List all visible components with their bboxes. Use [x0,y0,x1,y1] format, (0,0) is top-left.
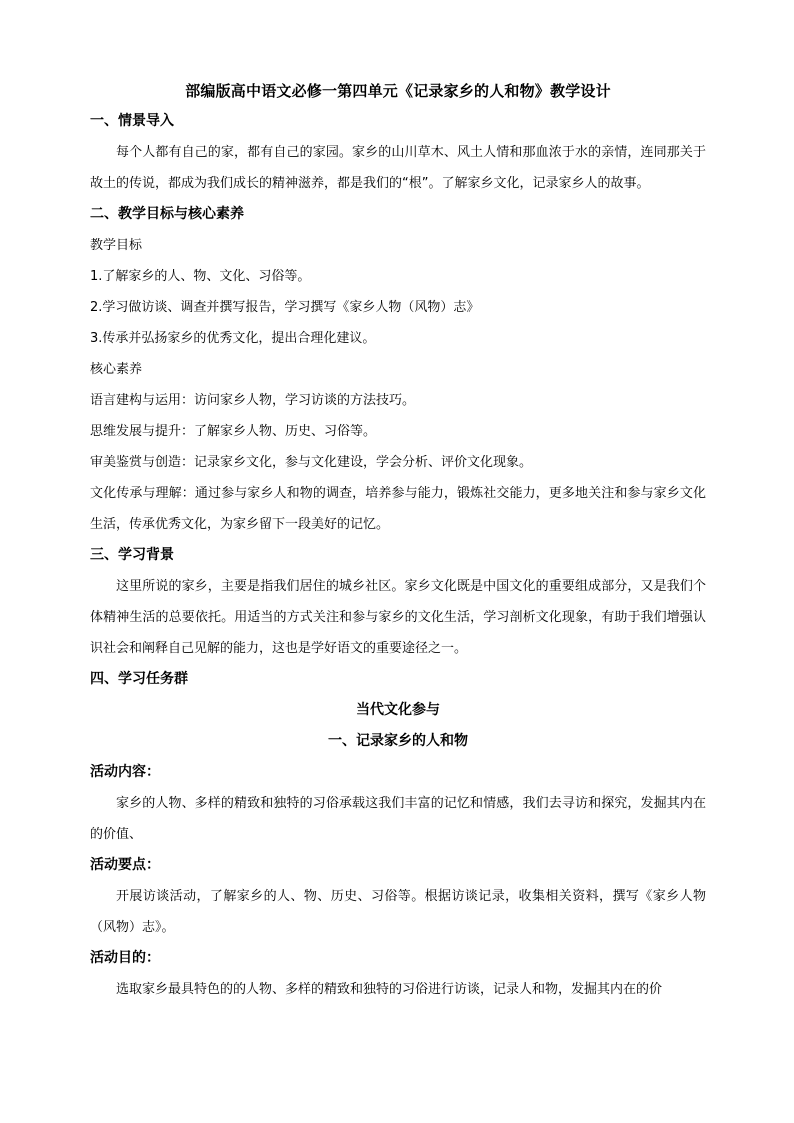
section-heading-intro: 一、情景导入 [90,113,174,129]
task-subheading: 一、记录家乡的人和物 [328,733,468,749]
activity-content-text: 家乡的人物、多样的精致和独特的习俗承载这我们丰富的记忆和情感，我们去寻访和探究，发掘其内在的价值、 [90,796,706,842]
section-heading-background: 三、学习背景 [90,547,174,563]
core-literacy-item: 文化传承与理解：通过参与家乡人和物的调查，培养参与能力，锻炼社交能力，更多地关注和参与家乡文化生活，传承优秀文化，为家乡留下一段美好的记忆。 [90,486,706,532]
goals-label: 教学目标 [90,238,143,253]
activity-content-label: 活动内容： [90,764,160,780]
section-heading-goals: 二、教学目标与核心素养 [90,206,244,222]
section-heading-task-group: 四、学习任务群 [90,671,188,687]
core-literacy-item: 语言建构与运用：访问家乡人物，学习访谈的方法技巧。 [90,393,416,408]
core-literacy-label: 核心素养 [90,362,143,377]
document-title: 部编版高中语文必修一第四单元《记录家乡的人和物》教学设计 [185,82,611,100]
document-page [90,76,706,1005]
activity-purpose-text: 选取家乡最具特色的的人物、多样的精致和独特的习俗进行访谈，记录人和物，发掘其内在的价 [116,982,663,997]
goal-item: 3.传承并弘扬家乡的优秀文化，提出合理化建议。 [90,331,376,346]
goal-item: 1.了解家乡的人、物、文化、习俗等。 [90,269,311,284]
background-paragraph: 这里所说的家乡，主要是指我们居住的城乡社区。家乡文化既是中国文化的重要组成部分，又是我们个体精神生活的总要依托。用适当的方式关注和参与家乡的文化生活，学习剖析文化现象，有助于我们增强认识社会和阐释自己见解的能力，这也是学好语文的重要途径之一。 [90,579,706,656]
activity-points-label: 活动要点： [90,857,160,873]
goal-item: 2.学习做访谈、调查并撰写报告，学习撰写《家乡人物（风物）志》 [90,300,480,315]
core-literacy-item: 思维发展与提升：了解家乡人物、历史、习俗等。 [90,424,377,439]
activity-points-text: 开展访谈活动，了解家乡的人、物、历史、习俗等。根据访谈记录，收集相关资料，撰写《家乡人物（风物）志》。 [90,889,706,935]
core-literacy-item: 审美鉴赏与创造：记录家乡文化，参与文化建设，学会分析、评价文化现象。 [90,455,533,470]
task-group-subtitle: 当代文化参与 [356,702,440,718]
activity-purpose-label: 活动目的： [90,950,160,966]
intro-paragraph: 每个人都有自己的家，都有自己的家园。家乡的山川草木、风土人情和那血浓于水的亲情，连同那关于故土的传说，都成为我们成长的精神滋养，都是我们的“根”。了解家乡文化，记录家乡人的故事。 [90,145,706,191]
